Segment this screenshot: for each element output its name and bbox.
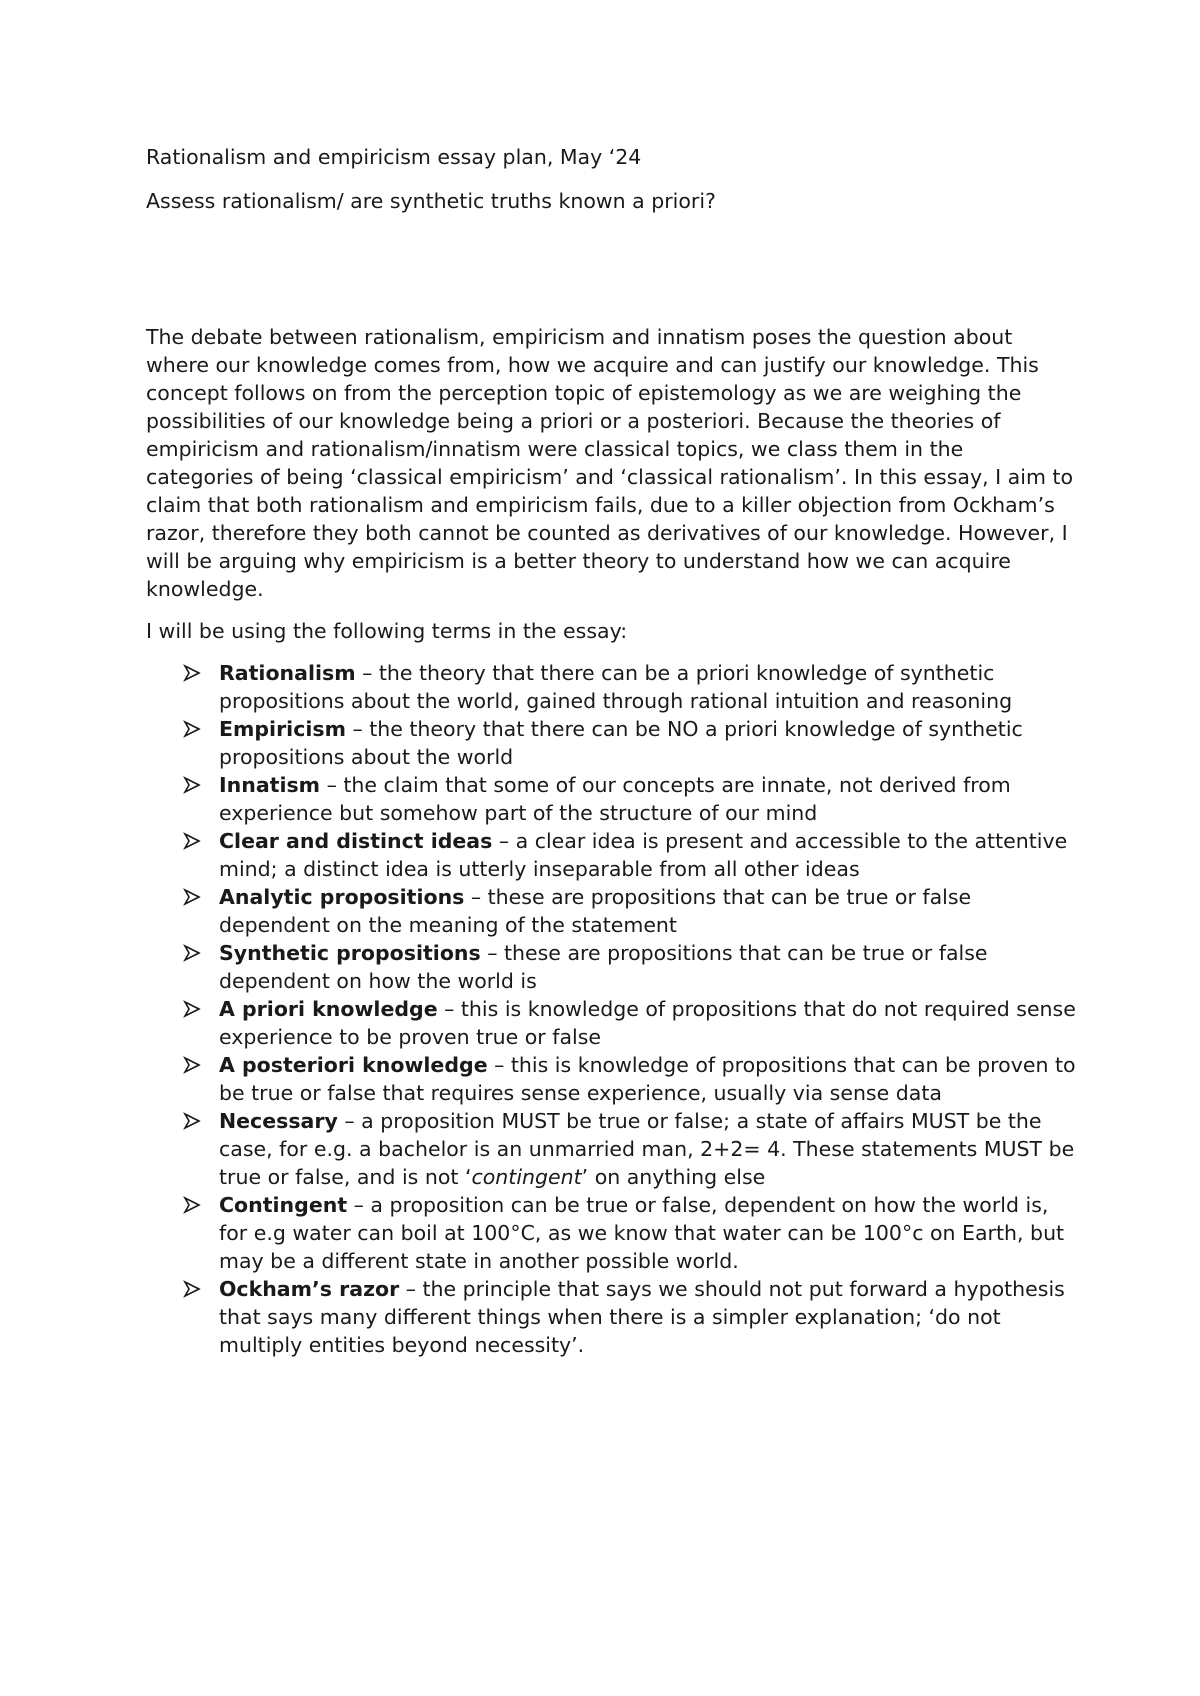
- list-item: [146, 995, 1076, 1051]
- term-name: Analytic propositions: [219, 885, 465, 909]
- list-item: [146, 1275, 1076, 1359]
- term-definition: – a proposition can be true or false, dependent on how the world is, for e.g water can boil at 100°C, as we know that water can be 100°c on Earth, but may be a different state in another possible world.: [219, 1193, 1065, 1273]
- list-item: [146, 715, 1076, 771]
- arrowhead-bullet-icon: [183, 1196, 201, 1214]
- term-name: A priori knowledge: [219, 997, 438, 1021]
- list-item: [146, 1191, 1076, 1275]
- intro-paragraph: The debate between rationalism, empiricism and innatism poses the question about where our knowledge comes from, how we acquire and can justify our knowledge. This concept follows on from the perception topic of epistemology as we are weighing the possibilities of our knowledge being a priori or a posteriori. Because the theories of empiricism and rationalism/innatism were classical topics, we class them in the categories of being ‘classical empiricism’ and ‘classical rationalism’. In this essay, I aim to claim that both rationalism and empiricism fails, due to a killer objection from Ockham’s razor, therefore they both cannot be counted as derivatives of our knowledge. However, I will be arguing why empiricism is a better theory to understand how we can acquire knowledge.: [146, 325, 1074, 601]
- term-definition: – the theory that there can be a priori knowledge of synthetic propositions about the world, gained through rational intuition and reasoning: [219, 661, 1013, 713]
- term-name: A posteriori knowledge: [219, 1053, 488, 1077]
- arrowhead-bullet-icon: [183, 664, 201, 682]
- term-definition: – a proposition MUST be true or false; a state of affairs MUST be the case, for e.g. a bachelor is an unmarried man, 2+2= 4. These statements MUST be true or false, and is not ‘: [219, 1109, 1075, 1189]
- list-item: [146, 659, 1076, 715]
- term-name: Contingent: [219, 1193, 348, 1217]
- term-name: Rationalism: [219, 661, 356, 685]
- term-definition: – this is knowledge of propositions that can be proven to be true or false that requires sense experience, usually via sense data: [219, 1053, 1076, 1105]
- arrowhead-bullet-icon: [183, 944, 201, 962]
- term-name: Ockham’s razor: [219, 1277, 400, 1301]
- terms-list: [146, 659, 1076, 1359]
- arrowhead-bullet-icon: [183, 720, 201, 738]
- terms-lead: I will be using the following terms in the essay:: [146, 619, 628, 643]
- arrowhead-bullet-icon: [183, 1000, 201, 1018]
- term-definition: – the claim that some of our concepts are innate, not derived from experience but somehow part of the structure of our mind: [219, 773, 1011, 825]
- arrowhead-bullet-icon: [183, 1280, 201, 1298]
- list-item: [146, 827, 1076, 883]
- list-item: [146, 883, 1076, 939]
- arrowhead-bullet-icon: [183, 1112, 201, 1130]
- term-name: Synthetic propositions: [219, 941, 481, 965]
- arrowhead-bullet-icon: [183, 776, 201, 794]
- list-item: [146, 1051, 1076, 1107]
- list-item: [146, 771, 1076, 827]
- term-definition: – these are propositions that can be true or false dependent on how the world is: [219, 941, 988, 993]
- arrowhead-bullet-icon: [183, 888, 201, 906]
- list-item: [146, 939, 1076, 995]
- document-title: Rationalism and empiricism essay plan, May ‘24: [146, 145, 642, 169]
- arrowhead-bullet-icon: [183, 832, 201, 850]
- term-emphasis: contingent: [471, 1165, 582, 1189]
- essay-question: Assess rationalism/ are synthetic truths known a priori?: [146, 189, 716, 213]
- document-page: [146, 143, 1076, 1359]
- term-definition: – a clear idea is present and accessible to the attentive mind; a distinct idea is utterly inseparable from all other ideas: [219, 829, 1068, 881]
- term-definition: – the theory that there can be NO a priori knowledge of synthetic propositions about the world: [219, 717, 1023, 769]
- term-definition-end: ’ on anything else: [581, 1165, 766, 1189]
- term-definition: – the principle that says we should not put forward a hypothesis that says many different things when there is a simpler explanation; ‘do not multiply entities beyond necessity’.: [219, 1277, 1065, 1357]
- term-name: Necessary: [219, 1109, 338, 1133]
- term-definition: – this is knowledge of propositions that do not required sense experience to be proven true or false: [219, 997, 1076, 1049]
- arrowhead-bullet-icon: [183, 1056, 201, 1074]
- list-item: [146, 1107, 1076, 1191]
- term-name: Empiricism: [219, 717, 346, 741]
- term-name: Innatism: [219, 773, 321, 797]
- term-definition: – these are propositions that can be true or false dependent on the meaning of the statement: [219, 885, 972, 937]
- term-name: Clear and distinct ideas: [219, 829, 493, 853]
